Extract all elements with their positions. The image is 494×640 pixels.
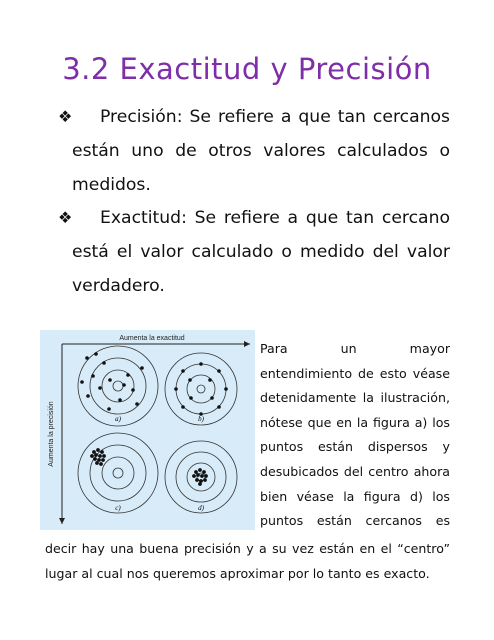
- paragraph-line: decir hay una buena precisión y a su vez están en el “centro”: [45, 541, 450, 556]
- target-c: [78, 433, 158, 513]
- panel-label-d: d): [198, 504, 204, 512]
- panel-label-a: a): [115, 415, 121, 423]
- paragraph-line: detenidamente la ilustración,: [260, 390, 450, 406]
- bullet-exactitud-line-1: Exactitud: Se refiere a que tan cercano: [100, 208, 450, 228]
- paragraph-line: desubicados del centro ahora: [260, 463, 450, 479]
- bullet-precision-line-2: están uno de otros valores calculados o: [72, 141, 450, 161]
- bullet-exactitud-line-3: verdadero.: [72, 276, 165, 296]
- paragraph-line: nótese que en la figura a) los: [260, 414, 450, 430]
- panel-label-b: b): [198, 415, 204, 423]
- paragraph-line: bien véase la figura d) los: [260, 488, 450, 504]
- bullet-precision-line-3: medidos.: [72, 175, 151, 195]
- accuracy-precision-figure: [40, 330, 255, 530]
- paragraph-line: lugar al cual nos queremos aproximar por lo tanto es exacto.: [45, 566, 430, 581]
- paragraph-line: Para un mayor: [260, 341, 450, 356]
- side-axis-label: Aumenta la precisión: [48, 401, 55, 467]
- bullet-exactitud-line-2: está el valor calculado o medido del valor: [72, 242, 450, 262]
- target-diagram: [40, 330, 255, 530]
- panel-label-c: c): [115, 504, 121, 512]
- page-title: 3.2 Exactitud y Precisión: [62, 52, 432, 86]
- target-a: [78, 346, 158, 426]
- diamond-bullet-icon: ❖: [58, 208, 73, 227]
- paragraph-line: puntos están dispersos y: [260, 439, 450, 455]
- top-axis-label: Aumenta la exactitud: [119, 335, 185, 342]
- bullet-exactitud: [58, 201, 450, 303]
- paragraph-line: puntos están cercanos es: [260, 513, 450, 529]
- dots-d: [192, 468, 208, 486]
- paragraph-line: entendimiento de esto véase: [260, 365, 450, 381]
- diamond-bullet-icon: ❖: [58, 107, 73, 126]
- dots-b: [174, 362, 228, 416]
- explanation-paragraph: [260, 337, 450, 534]
- bullet-precision: [58, 100, 450, 202]
- bullet-precision-line-1: Precisión: Se refiere a que tan cercanos: [100, 107, 450, 127]
- dots-c: [90, 448, 106, 466]
- dots-a: [80, 352, 144, 411]
